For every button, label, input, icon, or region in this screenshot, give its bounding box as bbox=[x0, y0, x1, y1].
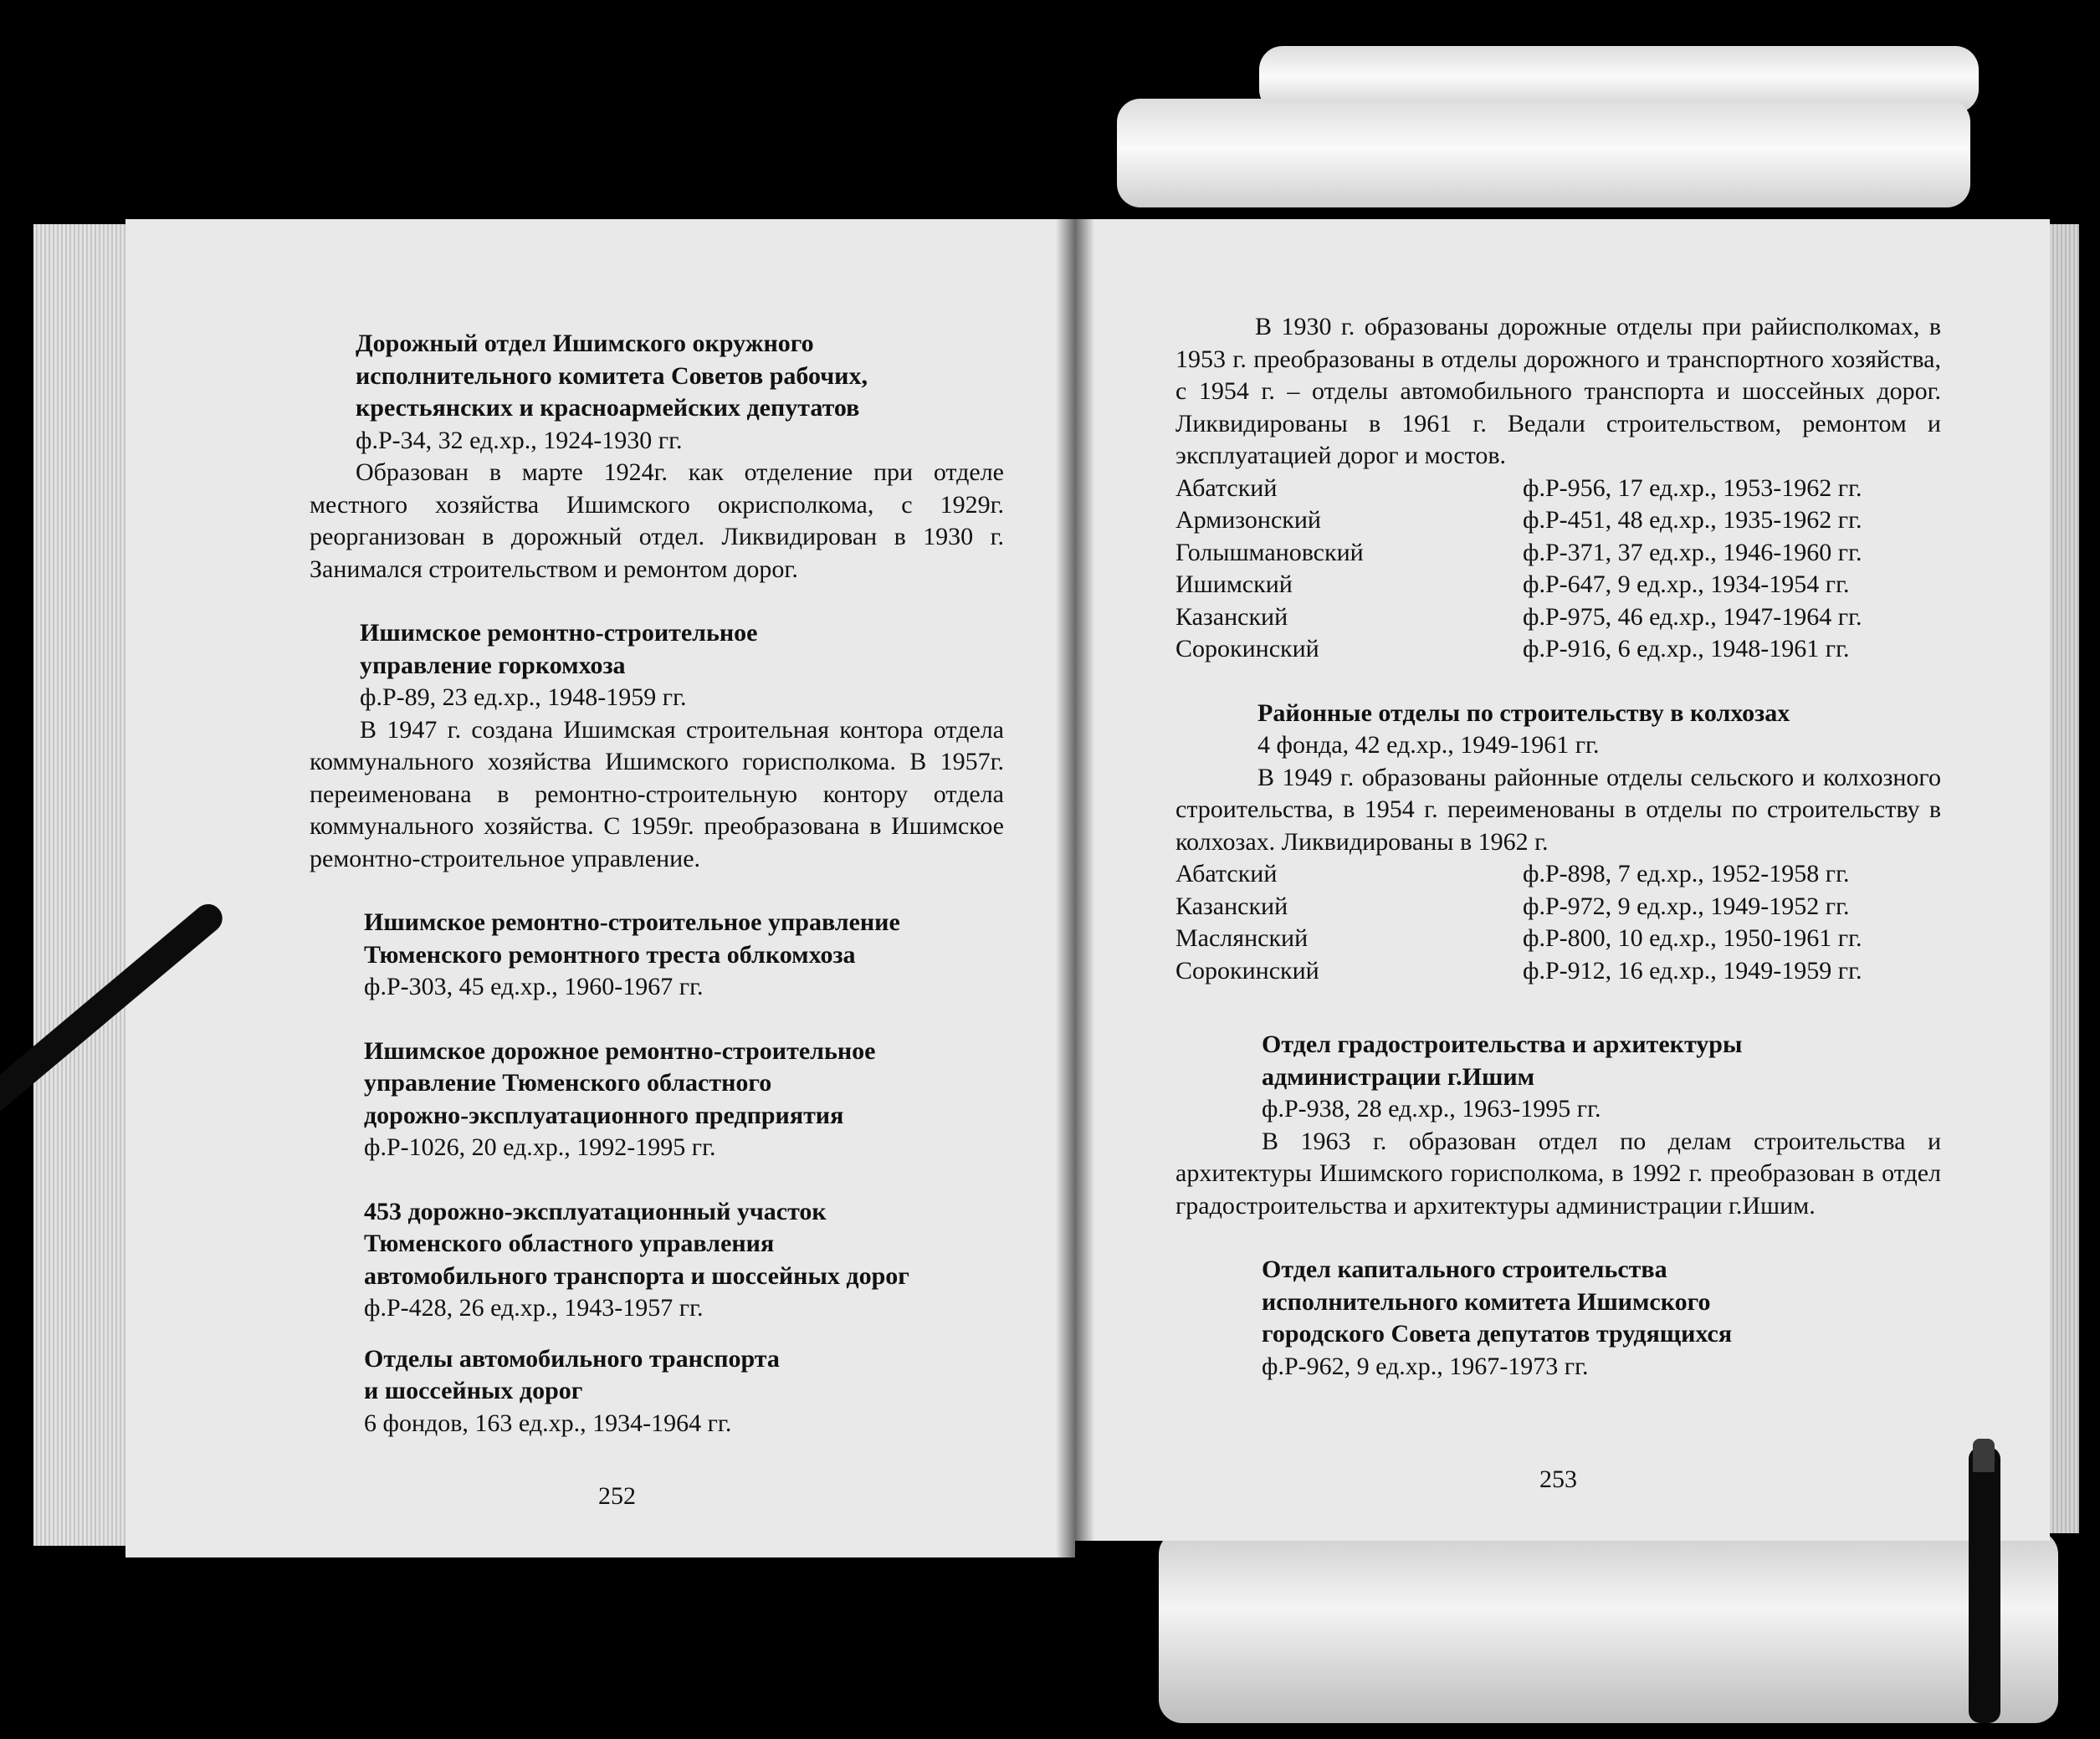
title-line: управление Тюменского областного bbox=[364, 1069, 772, 1097]
title-line: Ишимское дорожное ремонтно-строительное bbox=[364, 1036, 876, 1065]
book-page-edges-left bbox=[33, 224, 134, 1546]
district-name: Голышмановский bbox=[1175, 538, 1364, 566]
cloth-weight-top-large bbox=[1117, 99, 1970, 207]
entry-title bbox=[310, 617, 1004, 682]
list-item bbox=[1175, 633, 1941, 666]
district-fond: ф.Р-647, 9 ед.хр., 1934-1954 гг. bbox=[1523, 570, 1850, 598]
entry-fond: ф.Р-34, 32 ед.хр., 1924-1930 гг. bbox=[356, 426, 683, 454]
title-line: Дорожный отдел Ишимского окружного bbox=[356, 330, 814, 357]
entry-fond: ф.Р-1026, 20 ед.хр., 1992-1995 гг. bbox=[364, 1133, 716, 1161]
entry-description: В 1949 г. образованы районные отделы сельского и колхозного строительства, в 1954 г. переименованы в отделы по строительству в колхозах. Ликвидированы в 1962 г. bbox=[1175, 763, 1941, 856]
entry-fond: ф.Р-303, 45 ед.хр., 1960-1967 гг. bbox=[364, 973, 704, 1000]
kolkhoz-district-list bbox=[1175, 858, 1941, 987]
entry-title bbox=[310, 907, 1004, 971]
district-name: Маслянский bbox=[1175, 924, 1309, 952]
district-fond: ф.Р-956, 17 ед.хр., 1953-1962 гг. bbox=[1523, 473, 1862, 502]
district-name: Казанский bbox=[1175, 602, 1288, 631]
district-fond: ф.Р-371, 37 ед.хр., 1946-1960 гг. bbox=[1523, 538, 1862, 566]
title-line: исполнительного комитета Ишимского bbox=[1262, 1287, 1711, 1316]
title-line: Ишимское ремонтно-строительное bbox=[360, 619, 758, 647]
district-name: Казанский bbox=[1175, 892, 1288, 920]
entry-description: В 1947 г. создана Ишимская строительная контора отдела коммунального хозяйства Ишимского горисполкома. В 1957г. переименована в ремонтно-строительную контору отдела коммунального хозяйства. С 1959г. преобразована в Ишимское ремонтно-строительное управление. bbox=[310, 715, 1004, 872]
district-name: Сорокинский bbox=[1175, 635, 1319, 662]
district-fond: ф.Р-800, 10 ед.хр., 1950-1961 гг. bbox=[1523, 924, 1862, 952]
title-line: автомобильного транспорта и шоссейных дорог bbox=[364, 1261, 909, 1290]
district-fond: ф.Р-972, 9 ед.хр., 1949-1952 гг. bbox=[1523, 892, 1850, 920]
entry-title bbox=[310, 1196, 1004, 1293]
title-line: Отдел градостроительства и архитектуры bbox=[1262, 1031, 1743, 1058]
district-fond: ф.Р-912, 16 ед.хр., 1949-1959 гг. bbox=[1523, 956, 1862, 985]
district-name: Абатский bbox=[1175, 860, 1278, 887]
title-line: и шоссейных дорог bbox=[364, 1377, 583, 1404]
district-name: Армизонский bbox=[1175, 506, 1321, 534]
title-line: управление горкомхоза bbox=[360, 651, 626, 679]
title-line: Тюменского ремонтного треста облкомхоза bbox=[364, 940, 856, 969]
entry-fond: 4 фонда, 42 ед.хр., 1949-1961 гг. bbox=[1257, 731, 1600, 759]
district-fond: ф.Р-451, 48 ед.хр., 1935-1962 гг. bbox=[1523, 506, 1862, 534]
title-line: Тюменского областного управления bbox=[364, 1230, 775, 1257]
entry-fond: 6 фондов, 163 ед.хр., 1934-1964 гг. bbox=[364, 1409, 732, 1437]
pen-weight-right bbox=[1969, 1447, 2000, 1723]
entry-description: Образован в марте 1924г. как отделение при отделе местного хозяйства Ишимского окрисполкома, с 1929г. реорганизован в дорожный отдел. Ликвидирован в 1930 г. Занимался строительством и ремонтом дорог. bbox=[310, 458, 1004, 583]
entry-title bbox=[310, 1036, 1004, 1133]
list-item bbox=[1175, 891, 1941, 923]
title-line: дорожно-эксплуатационного предприятия bbox=[364, 1101, 844, 1129]
cloth-weight-bottom bbox=[1159, 1531, 2058, 1723]
entry-title bbox=[1175, 1029, 1941, 1093]
pen-tip bbox=[1973, 1439, 1995, 1472]
page-number: 253 bbox=[1539, 1465, 1577, 1493]
entry-title bbox=[1175, 1254, 1941, 1351]
title-line: администрации г.Ишим bbox=[1262, 1062, 1535, 1091]
title-line: городского Совета депутатов трудящихся bbox=[1262, 1320, 1733, 1348]
list-item bbox=[1175, 537, 1941, 570]
list-item bbox=[1175, 858, 1941, 891]
list-item bbox=[1175, 601, 1941, 634]
road-district-list bbox=[1175, 473, 1941, 666]
list-item bbox=[1175, 504, 1941, 537]
district-name: Абатский bbox=[1175, 473, 1278, 502]
list-item bbox=[1175, 955, 1941, 988]
list-item bbox=[1175, 473, 1941, 505]
entry-fond: ф.Р-962, 9 ед.хр., 1967-1973 гг. bbox=[1262, 1352, 1589, 1380]
list-item bbox=[1175, 923, 1941, 955]
list-item bbox=[1175, 569, 1941, 601]
entry-title bbox=[310, 1343, 1004, 1408]
left-page-text bbox=[310, 328, 1004, 1440]
entry-description: В 1963 г. образован отдел по делам строительства и архитектуры Ишимского горисполкома, в 1992 г. преобразован в отдел градостроительства и архитектуры администрации г.Ишим. bbox=[1175, 1127, 1941, 1220]
title-line: Ишимское ремонтно-строительное управление bbox=[364, 908, 900, 936]
entry-fond: ф.Р-938, 28 ед.хр., 1963-1995 гг. bbox=[1262, 1095, 1601, 1123]
entry-title: Районные отделы по строительству в колхозах bbox=[1257, 698, 1790, 727]
district-fond: ф.Р-975, 46 ед.хр., 1947-1964 гг. bbox=[1523, 602, 1862, 631]
title-line: крестьянских и красноармейских депутатов bbox=[356, 394, 860, 422]
intro-paragraph: В 1930 г. образованы дорожные отделы при райисполкомах, в 1953 г. преобразованы в отделы дорожного и транспортного хозяйства, с 1954 г. – отделы автомобильного транспорта и шоссейных дорог. Ликвидированы в 1961 г. Ведали строительством, ремонтом и эксплуатацией дорог и мостов. bbox=[1175, 313, 1941, 469]
title-line: Отделы автомобильного транспорта bbox=[364, 1344, 780, 1373]
district-name: Ишимский bbox=[1175, 570, 1293, 598]
title-line: исполнительного комитета Советов рабочих, bbox=[356, 361, 868, 390]
district-name: Сорокинский bbox=[1175, 956, 1319, 985]
title-line: 453 дорожно-эксплуатационный участок bbox=[364, 1197, 827, 1225]
title-line: Отдел капитального строительства bbox=[1262, 1256, 1667, 1283]
right-page bbox=[1075, 219, 2050, 1541]
entry-fond: ф.Р-89, 23 ед.хр., 1948-1959 гг. bbox=[360, 683, 687, 711]
book-gutter bbox=[1056, 219, 1094, 1557]
district-fond: ф.Р-898, 7 ед.хр., 1952-1958 гг. bbox=[1523, 860, 1850, 887]
right-page-text bbox=[1175, 311, 1941, 1383]
entry-fond: ф.Р-428, 26 ед.хр., 1943-1957 гг. bbox=[364, 1294, 704, 1322]
district-fond: ф.Р-916, 6 ед.хр., 1948-1961 гг. bbox=[1523, 635, 1850, 662]
left-page bbox=[125, 219, 1075, 1557]
page-number: 252 bbox=[598, 1482, 636, 1510]
entry-title bbox=[310, 328, 1004, 425]
